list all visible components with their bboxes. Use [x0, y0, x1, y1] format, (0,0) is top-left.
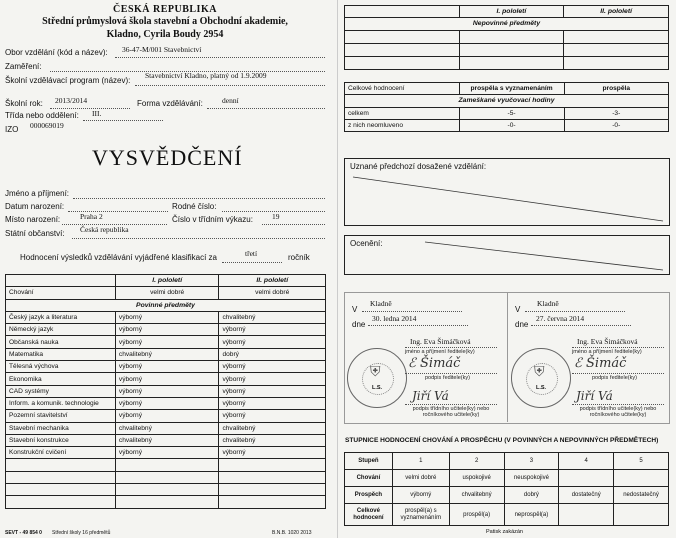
v-label-second: V [515, 305, 521, 314]
stamp-ls-first: L.S. [371, 385, 383, 391]
rok-value: 2013/2014 [55, 96, 88, 105]
cislo-value: 19 [272, 212, 280, 221]
table-row: Pozemní stavitelství výborný výborný [6, 410, 326, 422]
obor-label: Obor vzdělání (kód a název): [5, 48, 108, 57]
misto-value: Praha 2 [80, 212, 103, 221]
scale-row: Stupeň 1 2 3 4 5 [345, 453, 669, 470]
header-country: ČESKÁ REPUBLIKA [113, 4, 217, 15]
table-row-empty [6, 471, 326, 483]
table-row-empty [345, 56, 669, 69]
school-stamp-first [347, 348, 407, 408]
table-row: Konstrukční cvičení výborný výborný [6, 447, 326, 459]
first-date: 30. ledna 2014 [372, 314, 417, 323]
director-caption-first: jméno a příjmení ředitele(ky) [405, 349, 475, 355]
table-row: Stavební konstrukce chvalitebný chvalitebný [6, 434, 326, 446]
director-signature-first: ℰ Šimáč [408, 356, 461, 371]
table-row: Matematika chvalitebný dobrý [6, 348, 326, 360]
document-title: VYSVĚDČENÍ [92, 145, 243, 170]
strike-line [345, 236, 669, 274]
director-name-first: Ing. Eva Šimáčková [410, 337, 471, 346]
obcanstvi-value: Česká republika [80, 225, 129, 234]
second-place: Kladně [537, 299, 559, 308]
chovani-second: velmi dobré [219, 287, 326, 299]
rok-label: Školní rok: [5, 99, 43, 108]
dne-label-first: dne [352, 320, 366, 329]
obor-value: 36-47-M/001 Stavebnictví [122, 45, 202, 54]
povinne-header: Povinné předměty [6, 299, 326, 311]
izo-value: 000069019 [30, 121, 64, 130]
cislo-label: Číslo v třídním výkazu: [172, 215, 253, 224]
trida-value: III. [92, 109, 102, 118]
scale-row: Chování velmi dobré uspokojivé neuspokojivé [345, 470, 669, 487]
oceneni-label: Ocenění: [350, 239, 383, 248]
nepovinne-header: Nepovinné předměty [345, 18, 669, 30]
table-row-empty [6, 459, 326, 471]
rocnik-value: třetí [245, 249, 258, 258]
absence-header: Zameškané vyučovací hodiny [345, 95, 669, 107]
director-signature-second: ℰ Šimáč [574, 356, 627, 371]
scale-row: Prospěch výborný chvalitebný dobrý dostatečný nedostatečný [345, 487, 669, 504]
table-row: CAD systémy výborný výborný [6, 385, 326, 397]
footer-ref: B.N.B. 1020 2013 [272, 530, 312, 536]
celkem-second: -3- [564, 107, 669, 119]
uznane-label: Uznané předchozí dosažené vzdělání: [350, 162, 487, 171]
overall-table [344, 82, 669, 132]
hodnoceni-suffix: ročník [288, 253, 310, 262]
neoml-first: -0- [459, 119, 564, 131]
coat-of-arms-icon: ⛨ [370, 365, 381, 380]
teacher-caption-first: podpis třídního učitele(ky) nebo ročníkového učitele(ky) [412, 406, 490, 419]
optional-col-second: II. pololetí [564, 6, 669, 18]
dne-label-second: dne [515, 320, 529, 329]
izo-label: IZO [5, 125, 19, 134]
scale-table [344, 452, 669, 526]
stamp-ls-second: L.S. [535, 385, 547, 391]
coat-of-arms-icon: ⛨ [534, 365, 545, 380]
page-divider [337, 0, 338, 538]
celkem-first: -5- [459, 107, 564, 119]
director-name-second: Ing. Eva Šimáčková [577, 337, 638, 346]
table-row: Tělesná výchova výborný výborný [6, 361, 326, 373]
table-row: Občanská nauka výborný výborný [6, 336, 326, 348]
director-sig-caption-first: podpis ředitele(ky) [425, 375, 470, 381]
school-stamp-second [511, 348, 571, 408]
grades-col-first: I. pololetí [115, 275, 219, 287]
grades-table [5, 274, 326, 509]
datum-label: Datum narození: [5, 202, 65, 211]
footer-desc: Střední školy 16 předmětů [52, 530, 111, 536]
rodne-label: Rodné číslo: [172, 202, 217, 211]
table-row: Inform. a komunik. technologie výborný výborný [6, 397, 326, 409]
table-row: Ekonomika výborný výborný [6, 373, 326, 385]
chovani-label: Chování [6, 287, 116, 299]
table-row-empty [345, 30, 669, 43]
footer-code: SEVT - 49 854 0 [5, 530, 42, 536]
header-school-line1: Střední průmyslová škola stavební a Obchodní akademie, [42, 16, 288, 27]
table-row: Německý jazyk výborný výborný [6, 324, 326, 336]
grades-col-second: II. pololetí [219, 275, 326, 287]
director-caption-second: jméno a příjmení ředitele(ky) [572, 349, 642, 355]
first-place: Kladně [370, 299, 392, 308]
teacher-signature-first: Jiří Vá [412, 389, 449, 403]
oceneni-box [344, 235, 670, 275]
chovani-first: velmi dobré [115, 287, 219, 299]
zamereni-label: Zaměření: [5, 62, 42, 71]
table-row-empty [345, 43, 669, 56]
obcanstvi-label: Státní občanství: [5, 229, 65, 238]
second-date: 27. června 2014 [536, 314, 585, 323]
footer-right: Patisk zakázán [486, 529, 523, 535]
misto-label: Místo narození: [5, 215, 61, 224]
director-sig-caption-second: podpis ředitele(ky) [592, 375, 637, 381]
overall-second: prospěla [564, 83, 669, 95]
table-row-empty [6, 484, 326, 496]
overall-first: prospěla s vyznamenáním [459, 83, 564, 95]
table-row-empty [6, 496, 326, 508]
neoml-label: z nich neomluveno [345, 119, 460, 131]
optional-subjects-table [344, 5, 669, 70]
celkem-label: celkem [345, 107, 460, 119]
scale-title: STUPNICE HODNOCENÍ CHOVÁNÍ A PROSPĚCHU (V POVINNÝCH A NEPOVINNÝCH PŘEDMĚTECH) [345, 437, 659, 444]
header-school-line2: Kladno, Cyrila Boudy 2954 [106, 29, 224, 40]
forma-value: denní [222, 96, 239, 105]
table-row: Český jazyk a literatura výborný chvalitebný [6, 311, 326, 323]
optional-col-first: I. pololetí [459, 6, 564, 18]
scale-row: Celkové hodnocení prospěl(a) s vyznamenáním prospěl(a) neprospěl(a) [345, 504, 669, 526]
hodnoceni-prefix: Hodnocení výsledků vzdělávání vyjádřené klasifikací za [20, 253, 217, 262]
forma-label: Forma vzdělávání: [137, 99, 203, 108]
program-value: Stavebnictví Kladno, platný od 1.9.2009 [145, 71, 267, 80]
jmeno-label: Jméno a příjmení: [5, 189, 70, 198]
trida-label: Třída nebo oddělení: [5, 111, 79, 120]
program-label: Školní vzdělávací program (název): [5, 76, 131, 85]
teacher-caption-second: podpis třídního učitele(ky) nebo ročníkového učitele(ky) [579, 406, 657, 419]
neoml-second: -0- [564, 119, 669, 131]
overall-label: Celkové hodnocení [345, 83, 460, 95]
v-label-first: V [352, 305, 358, 314]
teacher-signature-second: Jiří Vá [576, 389, 613, 403]
table-row: Stavební mechanika chvalitebný chvalitebný [6, 422, 326, 434]
